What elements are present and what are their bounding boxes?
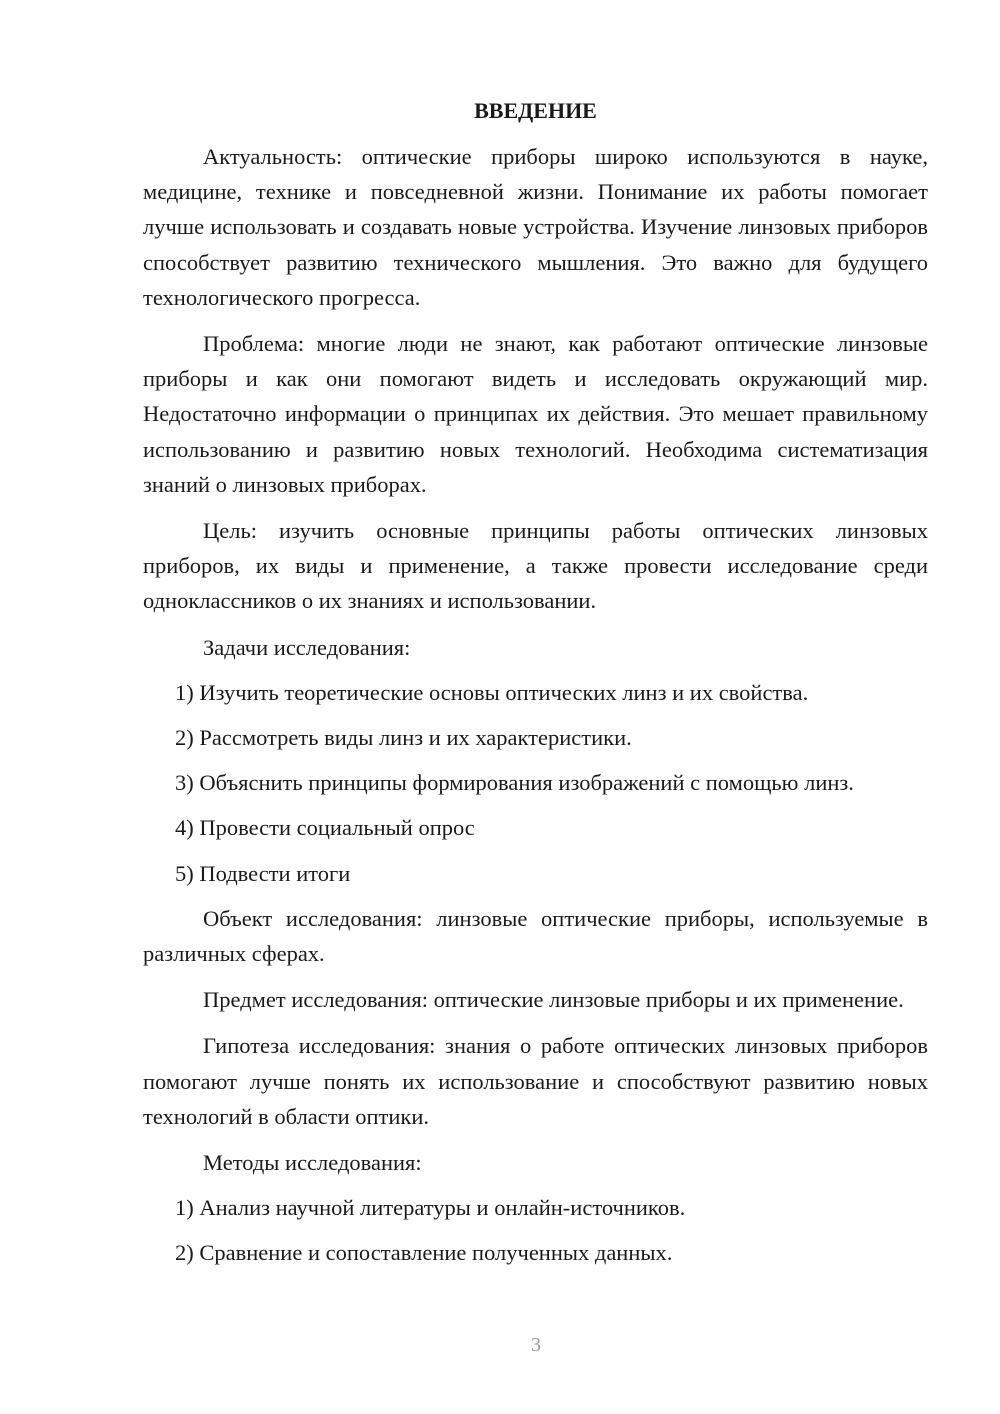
object-paragraph: Объект исследования: линзовые оптические приборы, используемые в различных сферах.	[143, 905, 928, 967]
subject-paragraph: Предмет исследования: оптические линзовые приборы и их применение.	[203, 987, 904, 1013]
page-content	[143, 95, 928, 1281]
method-item: 1) Анализ научной литературы и онлайн-источников.	[175, 1195, 686, 1221]
task-item: 3) Объяснить принципы формирования изображений с помощью линз.	[175, 770, 854, 796]
task-item: 4) Провести социальный опрос	[175, 815, 475, 841]
page-title: ВВЕДЕНИЕ	[474, 98, 597, 123]
task-item: 5) Подвести итоги	[175, 860, 351, 886]
hypothesis-paragraph: Гипотеза исследования: знания о работе оптических линзовых приборов помогают лучше понять их использование и способствуют развитию новых технологий в области оптики.	[143, 1033, 928, 1129]
page-number: 3	[531, 1334, 541, 1356]
relevance-paragraph: Актуальность: оптические приборы широко используются в науке, медицине, технике и повседневной жизни. Понимание их работы помогает лучше использовать и создавать новые устройства. Изучение линзовых приборов способствует развитию технического мышления. Это важно для будущего технологического прогресса.	[143, 144, 928, 310]
task-item: 1) Изучить теоретические основы оптических линз и их свойства.	[175, 679, 809, 705]
task-item: 2) Рассмотреть виды линз и их характеристики.	[175, 725, 632, 751]
method-item: 2) Сравнение и сопоставление полученных данных.	[175, 1240, 673, 1266]
goal-paragraph: Цель: изучить основные принципы работы оптических линзовых приборов, их виды и применение, а также провести исследование среди одноклассников о их знаниях и использовании.	[143, 518, 928, 614]
methods-heading: Методы исследования:	[203, 1150, 422, 1176]
tasks-heading: Задачи исследования:	[203, 634, 411, 660]
problem-paragraph: Проблема: многие люди не знают, как работают оптические линзовые приборы и как они помогают видеть и исследовать окружающий мир. Недостаточно информации о принципах их действия. Это мешает правильному использованию и развитию новых технологий. Необходима систематизация знаний о линзовых приборах.	[143, 331, 928, 497]
